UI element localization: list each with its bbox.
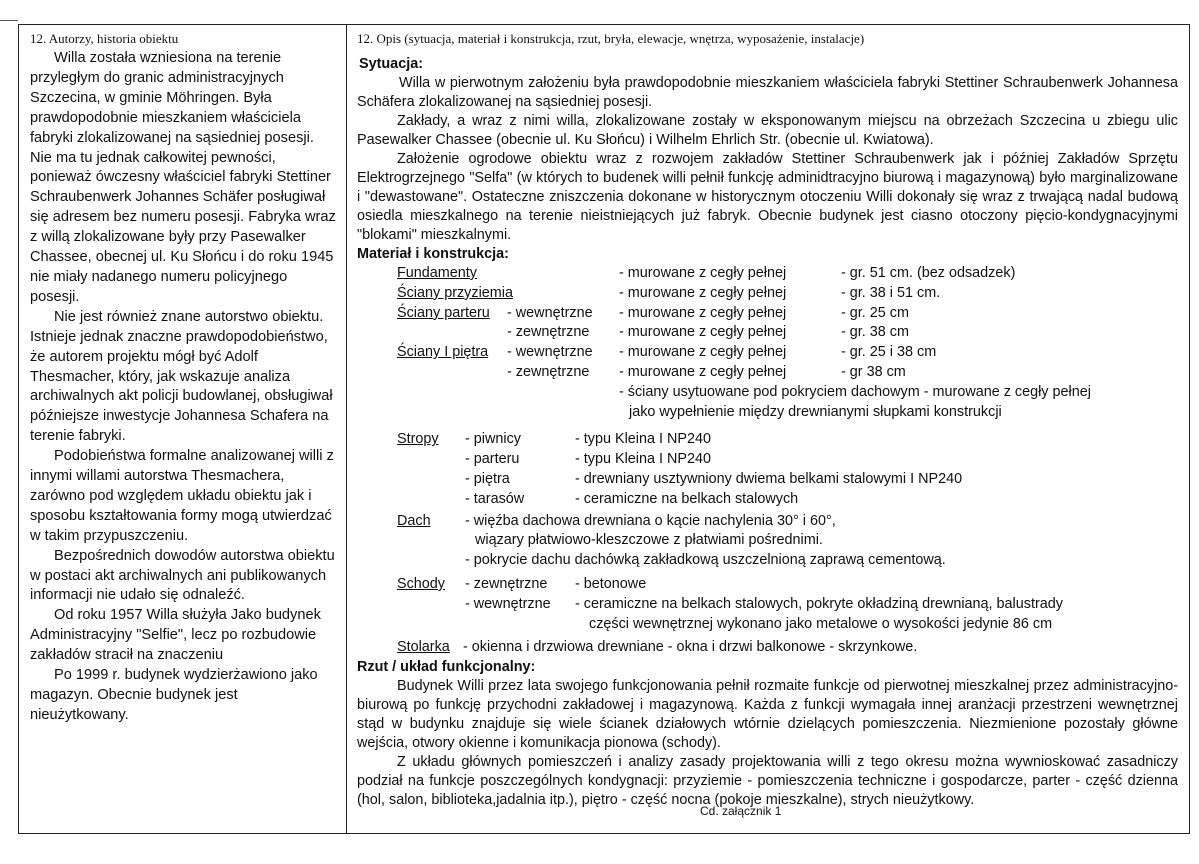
element-desc: - typu Kleina I NP240 bbox=[575, 451, 711, 468]
table-row bbox=[357, 575, 1178, 595]
table-row bbox=[357, 264, 1178, 284]
table-row bbox=[357, 531, 1178, 551]
roof-block bbox=[357, 512, 1178, 571]
layout-title: Rzut / układ funkcjonalny: bbox=[357, 659, 536, 676]
element-desc: - ceramiczne na belkach stalowych bbox=[575, 490, 799, 507]
element-label: Stropy bbox=[397, 431, 439, 448]
history-paragraph: Po 1999 r. budynek wydzierżawiono jako magazyn. Obecnie budynek jest nieużytkowany. bbox=[30, 667, 318, 723]
element-thickness: - gr. 38 cm bbox=[841, 324, 909, 341]
layout-paragraph: Budynek Willi przez lata swojego funkcjonowania pełnił rozmaite funkcje od pierwotnej mieszkalnej przez administracyjno-biurową po funkcję przychodni zakładowej i magazynową. Każda z funkcji wymagała innej aranżacji przestrzeni wewnętrznej stąd w budynku znajduje się wiele ścianek działowych wtórnie dzielących pomieszczenia. Niezmienione pozostały główne wejścia, otwory okienne i komunikacja pionowa (schody). bbox=[357, 678, 1178, 752]
table-row bbox=[357, 403, 1178, 423]
situation-title: Sytuacja: bbox=[359, 56, 423, 72]
element-material: - murowane z cegły pełnej bbox=[619, 284, 787, 301]
element-desc: - typu Kleina I NP240 bbox=[575, 431, 711, 448]
element-sub: - zewnętrzne bbox=[465, 575, 548, 592]
history-paragraph: Podobieństwa formalne analizowanej willi z innymi willami autorstwa Thesmachera, zarówno pod względem układu obiektu jak i sposobu kształtowania formy mogą utwierdzać w takim przypuszczeniu. bbox=[30, 448, 334, 544]
ceilings-table bbox=[357, 430, 1178, 509]
continuation-note: Cd. załącznik 1 bbox=[700, 804, 782, 818]
layout-paragraph: Z układu głównych pomieszczeń i analizy zasady projektowania willi z tego okresu można wywnioskować zasadniczy podział na funkcje poszczególnych kondygnacji: przyziemie - pomieszczenia techniczne i gospodarcze, parter - część dzienna (hol, salon, biblioteka,jadalnia itp.), piętro - część nocna (pokoje mieszkalne), strych nieużytkowy. bbox=[357, 754, 1178, 809]
element-label: Ściany parteru bbox=[397, 304, 490, 321]
element-thickness: - gr 38 cm bbox=[841, 363, 906, 380]
element-thickness: - gr. 25 i 38 cm bbox=[841, 344, 937, 361]
table-row bbox=[357, 323, 1178, 343]
roof-line: wiązary płatwiowo-kleszczowe z płatwiami pośrednimi. bbox=[475, 532, 823, 549]
situation-paragraph: Zakłady, a wraz z nimi willa, zlokalizowane zostały w eksponowanym miejscu na obrzeżach Szczecina u zbiegu ulic Pasewalker Chassee (obecnie ul. Ku Słońcu) i Wilhelm Ehrlich Str. (obecnie ul. Kwiatowa). bbox=[357, 113, 1178, 148]
table-row bbox=[357, 512, 1178, 532]
element-material: - murowane z cegły pełnej bbox=[619, 324, 787, 341]
element-sub: - tarasów bbox=[465, 490, 525, 507]
stairs-block bbox=[357, 575, 1178, 634]
element-sub: - parteru bbox=[465, 451, 520, 468]
element-label: Stolarka bbox=[397, 639, 450, 656]
element-material: - murowane z cegły pełnej bbox=[619, 363, 787, 380]
element-desc: - ceramiczne na belkach stalowych, pokryte okładziną drewnianą, balustrady bbox=[575, 595, 1063, 612]
roof-line: - pokrycie dachu dachówką zakładkową uszczelnioną zaprawą cementową. bbox=[465, 552, 946, 569]
element-desc: - betonowe bbox=[575, 575, 647, 592]
table-row bbox=[357, 363, 1178, 383]
element-label: Ściany przyziemia bbox=[397, 284, 513, 301]
attic-wall-line: - ściany usytuowane pod pokryciem dachowym - murowane z cegły pełnej bbox=[619, 383, 1091, 400]
element-thickness: - gr. 51 cm. (bez odsadzek) bbox=[841, 265, 1016, 281]
element-thickness: - gr. 38 i 51 cm. bbox=[841, 284, 941, 301]
element-thickness: - gr. 25 cm bbox=[841, 304, 909, 321]
table-row bbox=[357, 595, 1178, 615]
element-label: Ściany I piętra bbox=[397, 344, 489, 361]
element-sub: - piwnicy bbox=[465, 431, 521, 448]
roof-line: - więźba dachowa drewniana o kącie nachylenia 30° i 60°, bbox=[465, 512, 836, 529]
element-material: - murowane z cegły pełnej bbox=[619, 344, 787, 361]
table-row bbox=[357, 383, 1178, 403]
element-sub: - wewnętrzne bbox=[465, 595, 551, 612]
scan-mark bbox=[0, 20, 18, 21]
table-row bbox=[357, 430, 1178, 450]
element-sub: - wewnętrzne bbox=[507, 304, 593, 321]
authors-history-section bbox=[18, 24, 347, 834]
element-label: Dach bbox=[397, 512, 431, 529]
walls-table bbox=[357, 264, 1178, 422]
element-desc: - drewniany usztywniony dwiema belkami stalowymi I NP240 bbox=[575, 470, 963, 487]
element-material: - murowane z cegły pełnej bbox=[619, 304, 787, 321]
table-row bbox=[357, 470, 1178, 490]
situation-paragraph: Założenie ogrodowe obiektu wraz z rozwojem zakładów Stettiner Schraubenwerk jak i później Zakładów Sprzętu Elektrogrzejnego "Selfa" (w których to budenek willi pełnił funkcję adminidtracyjno biurową i magazynową) było marginalizowane i "dewastowane". Ostateczne zniszczenia dokonane w historycznym otoczeniu Willi dokonały się wraz z trwającą nadal budową osiedla mieszkalnego na terenie nieistniejących już fabryk. Obecnie budynek jest ciasno otoczony pięcio-kondygnacyjnymi "blokami" mieszkalnymi. bbox=[357, 151, 1178, 243]
stairs-continuation: części wewnętrznej wykonano jako metalowe o wysokości jedynie 86 cm bbox=[589, 615, 1053, 632]
table-row bbox=[357, 490, 1178, 510]
element-label: Schody bbox=[397, 575, 445, 592]
element-sub: - wewnętrzne bbox=[507, 344, 593, 361]
page-top-edge bbox=[0, 0, 1199, 8]
table-row bbox=[357, 615, 1178, 635]
element-sub: - zewnętrzne bbox=[507, 324, 590, 341]
table-row bbox=[357, 638, 1178, 658]
history-paragraph: Od roku 1957 Willa służyła Jako budynek Administracyjny "Selfie", lecz po rozbudowie zakładów stracił na znaczeniu bbox=[30, 607, 321, 664]
material-title: Materiał i konstrukcja: bbox=[357, 246, 509, 262]
situation-paragraph: Willa w pierwotnym założeniu była prawdopodobnie mieszkaniem właściciela fabryki Stettiner Schraubenwerk Johannesa Schäfera zlokalizowanej na sąsiedniej posesji. bbox=[357, 75, 1178, 110]
element-desc: - okienna i drzwiowa drewniane - okna i drzwi balkonowe - skrzynkowe. bbox=[463, 639, 918, 656]
description-section bbox=[347, 24, 1190, 834]
history-paragraph: Bezpośrednich dowodów autorstwa obiektu w postaci akt archiwalnych ani publikowanych informacji nie udało się odnaleźć. bbox=[30, 547, 335, 604]
element-material: - murowane z cegły pełnej bbox=[619, 265, 787, 281]
attic-wall-line: jako wypełnienie między drewnianymi słupkami konstrukcji bbox=[629, 403, 1002, 420]
table-row bbox=[357, 343, 1178, 363]
joinery-block bbox=[357, 638, 1178, 658]
table-row bbox=[357, 284, 1178, 304]
history-paragraph: Willa została wzniesiona na terenie przyległym do granic administracyjnych Szczecina, w gminie Möhringen. Była prawdopodobnie mieszkaniem właściciela fabryki zlokalizowanej na sąsiedniej posesji. Nie ma tu jednak całkowitej pewności, ponieważ ówczesny właściciel fabryki Stettiner Schraubenwerk Johannes Schäfer posługiwał się adresem bez numeru posesji. Fabryka wraz z willą zlokalizowane były przy Pasewalker Chassee, obecnej ul. Ku Słońcu i do roku 1945 nie miały nadanego numeru policyjnego posesji. bbox=[30, 50, 336, 305]
description-header: 12. Opis (sytuacja, materiał i konstrukcja, rzut, bryła, elewacje, wnętrza, wyposażenie, instalacje) bbox=[357, 31, 865, 46]
table-row bbox=[357, 450, 1178, 470]
element-sub: - zewnętrzne bbox=[507, 363, 590, 380]
history-paragraph: Nie jest również znane autorstwo obiektu. Istnieje jednak znaczne prawdopodobieństwo, że autorem projektu mógł być Adolf Thesmacher, który, jak wskazuje analiza archiwalnych akt policji budowlanej, obsługiwał późniejsze inwestycje Johannesa Schafera na terenie fabryki. bbox=[30, 308, 333, 445]
element-label: Fundamenty bbox=[397, 265, 477, 281]
table-row bbox=[357, 551, 1178, 571]
table-row bbox=[357, 304, 1178, 324]
authors-header: 12. Autorzy, historia obiektu bbox=[30, 31, 179, 46]
element-sub: - piętra bbox=[465, 470, 510, 487]
